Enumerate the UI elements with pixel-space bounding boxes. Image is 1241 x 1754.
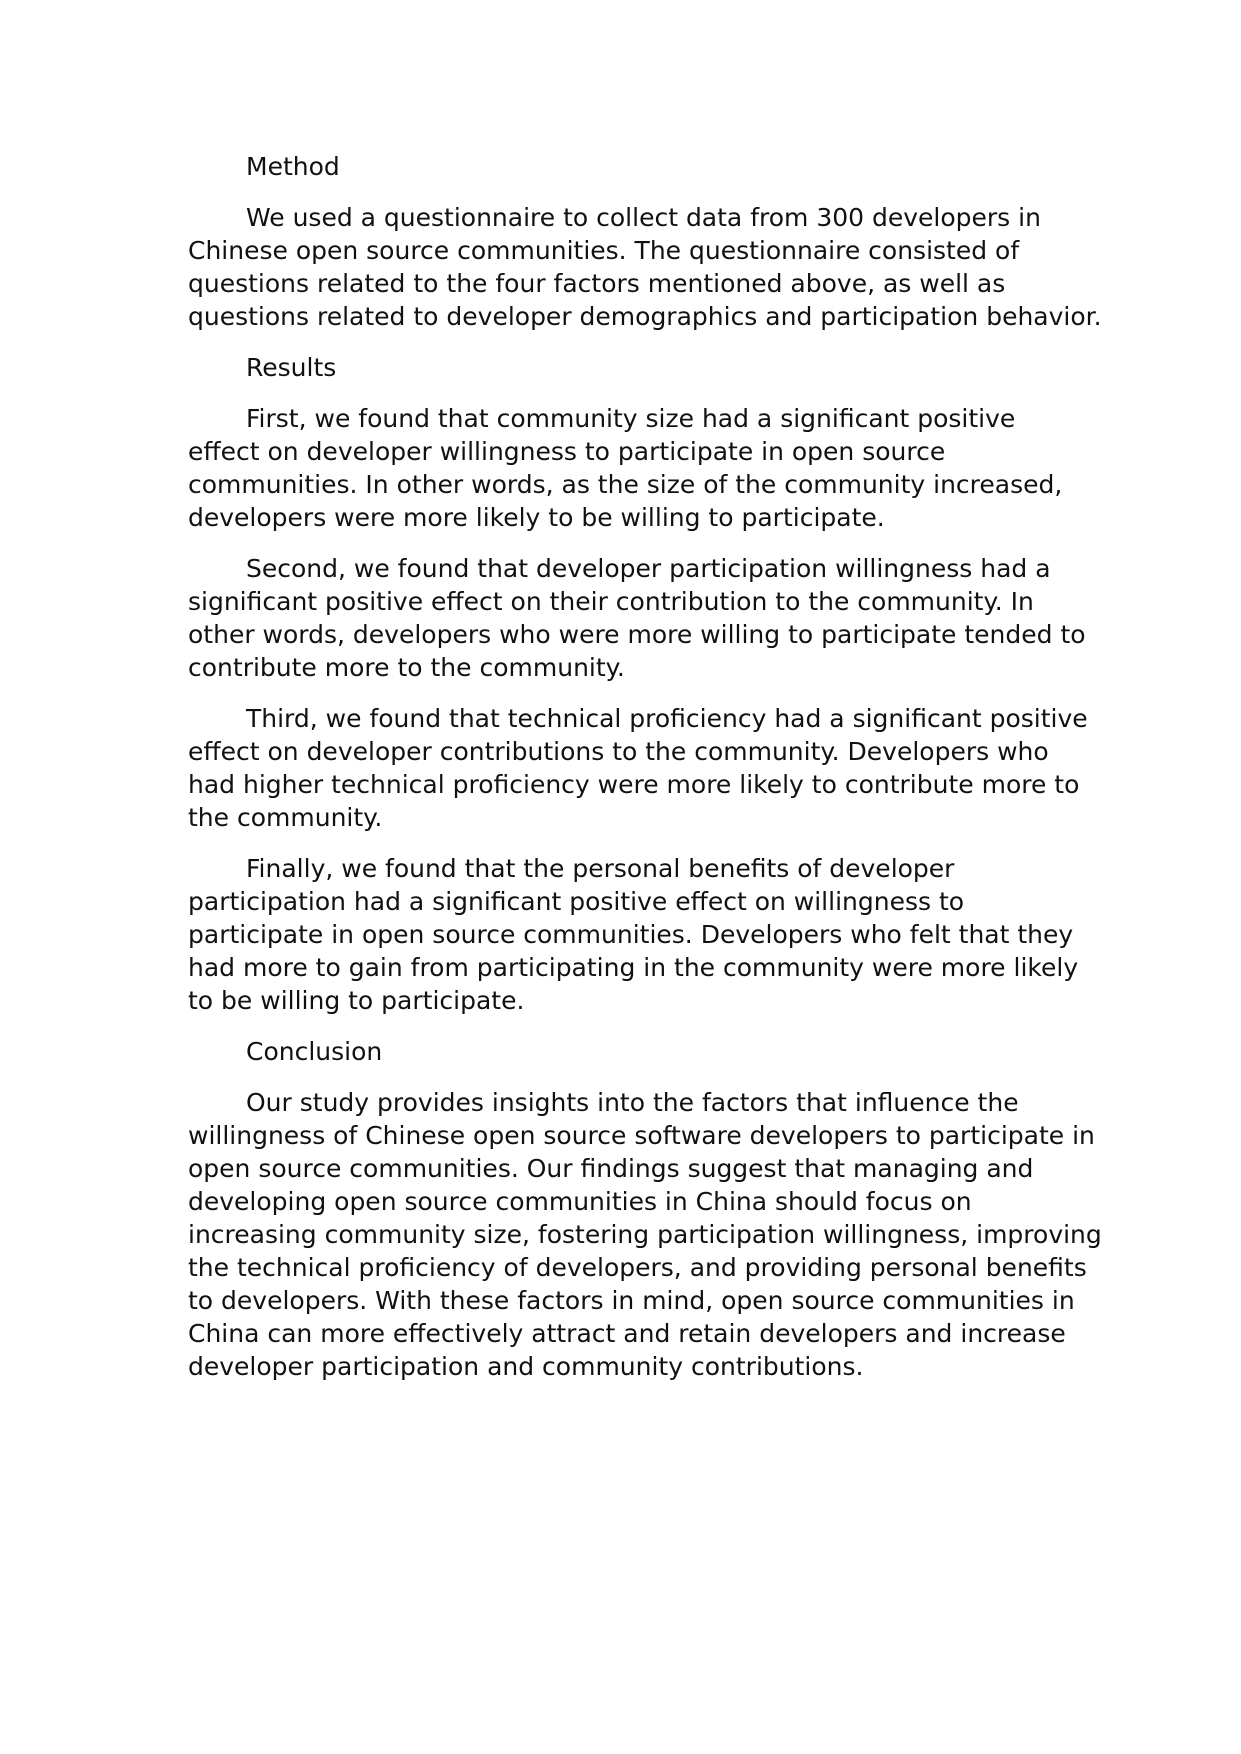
text-line: First, we found that community size had a significant positive: [246, 404, 1016, 433]
text-line: increasing community size, fostering participation willingness, improving: [188, 1220, 1102, 1249]
text-line: to developers. With these factors in mind, open source communities in: [188, 1286, 1075, 1315]
text-line: China can more effectively attract and retain developers and increase: [188, 1319, 1066, 1348]
text-line: questions related to developer demographics and participation behavior.: [188, 302, 1102, 331]
text-line: to be willing to participate.: [188, 986, 525, 1015]
section-heading-method: Method: [246, 152, 340, 181]
text-line: developers were more likely to be willing to participate.: [188, 503, 885, 532]
text-line: communities. In other words, as the size of the community increased,: [188, 470, 1063, 499]
text-line: Third, we found that technical proficiency had a significant positive: [246, 704, 1088, 733]
text-line: other words, developers who were more willing to participate tended to: [188, 620, 1086, 649]
text-line: effect on developer contributions to the community. Developers who: [188, 737, 1049, 766]
section-heading-conclusion: Conclusion: [246, 1037, 383, 1066]
text-line: Chinese open source communities. The questionnaire consisted of: [188, 236, 1020, 265]
section-heading-results: Results: [246, 353, 337, 382]
paragraph: [188, 402, 1068, 534]
text-line: contribute more to the community.: [188, 653, 625, 682]
text-line: developer participation and community contributions.: [188, 1352, 864, 1381]
paragraph: [188, 1086, 1102, 1383]
text-line: effect on developer willingness to participate in open source: [188, 437, 946, 466]
text-line: willingness of Chinese open source software developers to participate in: [188, 1121, 1095, 1150]
text-line: Finally, we found that the personal benefits of developer: [246, 854, 955, 883]
text-line: Our study provides insights into the factors that influence the: [246, 1088, 1019, 1117]
text-line: the community.: [188, 803, 383, 832]
text-line: questions related to the four factors mentioned above, as well as: [188, 269, 1006, 298]
document-body: [188, 150, 1102, 1401]
paragraph: [188, 702, 1088, 834]
text-line: developing open source communities in China should focus on: [188, 1187, 972, 1216]
text-line: significant positive effect on their contribution to the community. In: [188, 587, 1034, 616]
text-line: Second, we found that developer participation willingness had a: [246, 554, 1051, 583]
text-line: the technical proficiency of developers, and providing personal benefits: [188, 1253, 1087, 1282]
paragraph: [188, 852, 1079, 1017]
paragraph: [188, 552, 1086, 684]
text-line: participation had a significant positive effect on willingness to: [188, 887, 965, 916]
text-line: had higher technical proficiency were more likely to contribute more to: [188, 770, 1080, 799]
text-line: had more to gain from participating in the community were more likely: [188, 953, 1079, 982]
text-line: participate in open source communities. Developers who felt that they: [188, 920, 1074, 949]
paragraph: [188, 201, 1102, 333]
text-line: open source communities. Our findings suggest that managing and: [188, 1154, 1034, 1183]
text-line: We used a questionnaire to collect data from 300 developers in: [246, 203, 1041, 232]
